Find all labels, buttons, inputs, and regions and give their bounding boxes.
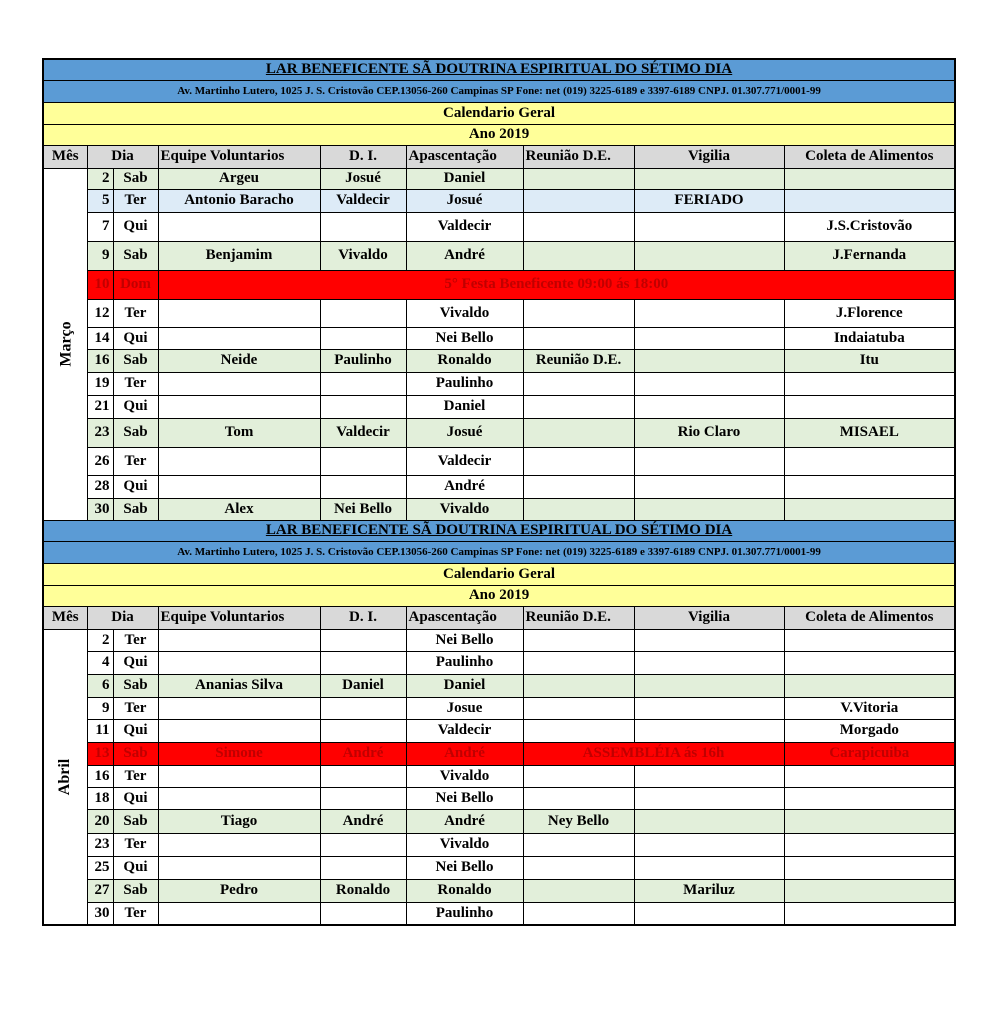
table-row [43,879,955,902]
coleta-cell [784,651,955,674]
table-row [43,349,955,372]
apascentacao-cell: André [406,742,523,765]
vigilia-cell [634,787,784,809]
weekday: Sab [113,498,158,520]
apascentacao-cell: Josué [406,418,523,447]
org-title-row [43,520,955,541]
reuniao-cell: Reunião D.E. [523,349,634,372]
vigilia-cell [634,765,784,787]
vigilia-cell [634,809,784,833]
equipe-cell [158,299,320,327]
table-row [43,212,955,241]
org-title: LAR BENEFICENTE SÃ DOUTRINA ESPIRITUAL DO SÉTIMO DIA [43,59,955,80]
table-row [43,787,955,809]
day-number: 9 [87,241,113,270]
year-label: Ano 2019 [43,585,955,606]
vigilia-cell [634,475,784,498]
table-row [43,395,955,418]
coleta-cell [784,629,955,651]
di-cell [320,299,406,327]
equipe-cell: Simone [158,742,320,765]
equipe-cell [158,651,320,674]
header-equipe: Equipe Voluntarios [158,145,320,168]
header-apascentacao: Apascentação [406,145,523,168]
reuniao-cell [523,212,634,241]
day-number: 16 [87,765,113,787]
weekday: Qui [113,787,158,809]
reuniao-cell [523,902,634,925]
reuniao-cell [523,372,634,395]
reuniao-cell [523,833,634,856]
weekday: Ter [113,902,158,925]
reuniao-cell: Ney Bello [523,809,634,833]
header-apascentacao: Apascentação [406,606,523,629]
coleta-cell [784,168,955,189]
reuniao-cell [523,299,634,327]
di-cell [320,719,406,742]
table-row [43,372,955,395]
header-reuniao: Reunião D.E. [523,145,634,168]
header-vigilia: Vigilia [634,606,784,629]
apascentacao-cell: Ronaldo [406,349,523,372]
weekday: Qui [113,395,158,418]
di-cell [320,902,406,925]
coleta-cell: J.S.Cristovão [784,212,955,241]
column-header-row [43,606,955,629]
vigilia-cell [634,327,784,349]
coleta-cell: V.Vitoria [784,697,955,719]
equipe-cell [158,902,320,925]
table-row [43,447,955,475]
org-title-row [43,59,955,80]
weekday: Ter [113,447,158,475]
weekday: Sab [113,879,158,902]
reuniao-cell [523,241,634,270]
table-row [43,418,955,447]
day-number: 18 [87,787,113,809]
reuniao-cell [523,787,634,809]
header-dia: Dia [87,606,158,629]
di-cell [320,447,406,475]
equipe-cell [158,765,320,787]
vigilia-cell [634,674,784,697]
di-cell [320,395,406,418]
weekday: Qui [113,651,158,674]
reuniao-cell [523,168,634,189]
day-number: 2 [87,629,113,651]
table-row [43,833,955,856]
vigilia-cell [634,372,784,395]
header-reuniao: Reunião D.E. [523,606,634,629]
weekday: Ter [113,372,158,395]
vigilia-cell [634,719,784,742]
day-number: 7 [87,212,113,241]
di-cell [320,475,406,498]
reuniao-cell [523,879,634,902]
table-row [43,241,955,270]
table-row [43,299,955,327]
di-cell: Vivaldo [320,241,406,270]
reuniao-cell [523,629,634,651]
table-row [43,270,955,299]
apascentacao-cell: Daniel [406,395,523,418]
address-line: Av. Martinho Lutero, 1025 J. S. Cristovão CEP.13056-260 Campinas SP Fone: net (019) 3225-6189 e 3397-6189 CNPJ. 01.307.771/0001-99 [43,541,955,563]
equipe-cell [158,719,320,742]
equipe-cell [158,395,320,418]
equipe-cell: Pedro [158,879,320,902]
weekday: Ter [113,697,158,719]
vigilia-cell [634,349,784,372]
di-cell [320,629,406,651]
weekday: Qui [113,719,158,742]
header-mes: Mês [43,145,87,168]
vigilia-cell [634,697,784,719]
coleta-cell [784,498,955,520]
coleta-cell [784,395,955,418]
reuniao-cell [523,475,634,498]
apascentacao-cell: Josue [406,697,523,719]
day-number: 26 [87,447,113,475]
coleta-cell [784,833,955,856]
apascentacao-cell: Vivaldo [406,765,523,787]
calendar-subtitle: Calendario Geral [43,102,955,124]
coleta-cell: Itu [784,349,955,372]
di-cell [320,833,406,856]
apascentacao-cell: Josué [406,189,523,212]
di-cell: André [320,809,406,833]
table-row [43,856,955,879]
table-row [43,498,955,520]
coleta-cell [784,856,955,879]
vigilia-cell: Mariluz [634,879,784,902]
day-number: 25 [87,856,113,879]
coleta-cell [784,372,955,395]
reuniao-cell [523,719,634,742]
coleta-cell: Carapicuiba [784,742,955,765]
di-cell: Valdecir [320,418,406,447]
table-row [43,674,955,697]
table-row [43,902,955,925]
day-number: 11 [87,719,113,742]
vigilia-cell [634,902,784,925]
reuniao-cell [523,697,634,719]
apascentacao-cell: Valdecir [406,719,523,742]
table-row [43,168,955,189]
header-vigilia: Vigilia [634,145,784,168]
weekday: Qui [113,327,158,349]
header-coleta: Coleta de Alimentos [784,606,955,629]
day-number: 20 [87,809,113,833]
weekday: Sab [113,418,158,447]
apascentacao-cell: Vivaldo [406,498,523,520]
di-cell [320,372,406,395]
apascentacao-cell: Paulinho [406,651,523,674]
calendar-subtitle-row [43,563,955,585]
weekday: Qui [113,475,158,498]
vigilia-cell [634,395,784,418]
apascentacao-cell: André [406,809,523,833]
equipe-cell [158,833,320,856]
apascentacao-cell: Paulinho [406,372,523,395]
reuniao-cell [523,189,634,212]
header-equipe: Equipe Voluntarios [158,606,320,629]
day-number: 9 [87,697,113,719]
day-number: 23 [87,418,113,447]
table-row [43,327,955,349]
reuniao-cell [523,447,634,475]
di-cell: Ronaldo [320,879,406,902]
coleta-cell: J.Fernanda [784,241,955,270]
vigilia-cell [634,651,784,674]
di-cell [320,697,406,719]
weekday: Sab [113,742,158,765]
reuniao-cell [523,498,634,520]
coleta-cell: Indaiatuba [784,327,955,349]
di-cell [320,787,406,809]
table-row [43,765,955,787]
vigilia-cell: Rio Claro [634,418,784,447]
weekday: Sab [113,349,158,372]
header-mes: Mês [43,606,87,629]
di-cell [320,856,406,879]
apascentacao-cell: Valdecir [406,447,523,475]
table-row [43,809,955,833]
equipe-cell [158,212,320,241]
vigilia-cell [634,168,784,189]
day-number: 14 [87,327,113,349]
weekday: Qui [113,212,158,241]
table-row [43,697,955,719]
di-cell: Josué [320,168,406,189]
vigilia-cell: FERIADO [634,189,784,212]
equipe-cell [158,856,320,879]
reuniao-cell [523,327,634,349]
equipe-cell: Neide [158,349,320,372]
column-header-row [43,145,955,168]
apascentacao-cell: Ronaldo [406,879,523,902]
di-cell: Valdecir [320,189,406,212]
address-line: Av. Martinho Lutero, 1025 J. S. Cristovão CEP.13056-260 Campinas SP Fone: net (019) 3225-6189 e 3397-6189 CNPJ. 01.307.771/0001-99 [43,80,955,102]
vigilia-cell [634,498,784,520]
reuniao-cell [523,674,634,697]
weekday: Ter [113,299,158,327]
weekday: Sab [113,809,158,833]
coleta-cell [784,765,955,787]
vigilia-cell [634,856,784,879]
di-cell: Nei Bello [320,498,406,520]
day-number: 23 [87,833,113,856]
event-banner: 5° Festa Beneficente 09:00 ás 18:00 [158,270,955,299]
coleta-cell [784,902,955,925]
equipe-cell: Antonio Baracho [158,189,320,212]
equipe-cell [158,697,320,719]
weekday: Ter [113,833,158,856]
vigilia-cell [634,447,784,475]
equipe-cell: Benjamim [158,241,320,270]
year-label-row [43,585,955,606]
apascentacao-cell: Vivaldo [406,299,523,327]
weekday: Ter [113,189,158,212]
apascentacao-cell: Nei Bello [406,327,523,349]
vigilia-cell [634,212,784,241]
table-row [43,475,955,498]
table-row [43,651,955,674]
day-number: 5 [87,189,113,212]
header-dia: Dia [87,145,158,168]
coleta-cell [784,787,955,809]
apascentacao-cell: Nei Bello [406,629,523,651]
table-row [43,629,955,651]
apascentacao-cell: Paulinho [406,902,523,925]
apascentacao-cell: Valdecir [406,212,523,241]
coleta-cell: MISAEL [784,418,955,447]
table-row [43,189,955,212]
month-cell [43,629,87,925]
year-label-row [43,124,955,145]
day-number: 13 [87,742,113,765]
table-row [43,742,955,765]
coleta-cell [784,475,955,498]
table-row [43,719,955,742]
equipe-cell [158,327,320,349]
apascentacao-cell: André [406,475,523,498]
equipe-cell [158,372,320,395]
month-label: Março [57,321,75,367]
coleta-cell [784,674,955,697]
month-cell [43,168,87,520]
equipe-cell: Argeu [158,168,320,189]
month-label: Abril [56,758,74,795]
calendar-subtitle: Calendario Geral [43,563,955,585]
equipe-cell [158,629,320,651]
apascentacao-cell: Vivaldo [406,833,523,856]
reuniao-cell [523,651,634,674]
header-coleta: Coleta de Alimentos [784,145,955,168]
di-cell: Daniel [320,674,406,697]
coleta-cell [784,189,955,212]
weekday: Sab [113,241,158,270]
di-cell [320,212,406,241]
day-number: 6 [87,674,113,697]
equipe-cell [158,787,320,809]
vigilia-cell [634,299,784,327]
equipe-cell: Tiago [158,809,320,833]
weekday: Ter [113,765,158,787]
vigilia-cell [634,833,784,856]
coleta-cell: Morgado [784,719,955,742]
calendar-table [42,58,956,926]
weekday: Sab [113,674,158,697]
day-number: 4 [87,651,113,674]
day-number: 16 [87,349,113,372]
di-cell [320,765,406,787]
day-number: 2 [87,168,113,189]
equipe-cell [158,447,320,475]
equipe-cell [158,475,320,498]
di-cell: André [320,742,406,765]
di-cell [320,327,406,349]
header-di: D. I. [320,145,406,168]
calendar-sheet [42,58,954,926]
di-cell [320,651,406,674]
day-number: 27 [87,879,113,902]
equipe-cell: Ananias Silva [158,674,320,697]
vigilia-cell [634,629,784,651]
day-number: 21 [87,395,113,418]
calendar-subtitle-row [43,102,955,124]
reuniao-cell [523,856,634,879]
day-number: 28 [87,475,113,498]
header-di: D. I. [320,606,406,629]
assembleia-cell: ASSEMBLÉIA ás 16h [523,742,784,765]
apascentacao-cell: André [406,241,523,270]
di-cell: Paulinho [320,349,406,372]
coleta-cell [784,809,955,833]
weekday: Dom [113,270,158,299]
year-label: Ano 2019 [43,124,955,145]
reuniao-cell [523,418,634,447]
reuniao-cell [523,395,634,418]
day-number: 12 [87,299,113,327]
reuniao-cell [523,765,634,787]
apascentacao-cell: Nei Bello [406,787,523,809]
day-number: 30 [87,498,113,520]
equipe-cell: Alex [158,498,320,520]
day-number: 30 [87,902,113,925]
apascentacao-cell: Daniel [406,674,523,697]
day-number: 19 [87,372,113,395]
apascentacao-cell: Daniel [406,168,523,189]
coleta-cell [784,879,955,902]
address-line-row [43,541,955,563]
coleta-cell: J.Florence [784,299,955,327]
vigilia-cell [634,241,784,270]
weekday: Ter [113,629,158,651]
coleta-cell [784,447,955,475]
weekday: Qui [113,856,158,879]
apascentacao-cell: Nei Bello [406,856,523,879]
weekday: Sab [113,168,158,189]
day-number: 10 [87,270,113,299]
address-line-row [43,80,955,102]
org-title: LAR BENEFICENTE SÃ DOUTRINA ESPIRITUAL DO SÉTIMO DIA [43,520,955,541]
equipe-cell: Tom [158,418,320,447]
